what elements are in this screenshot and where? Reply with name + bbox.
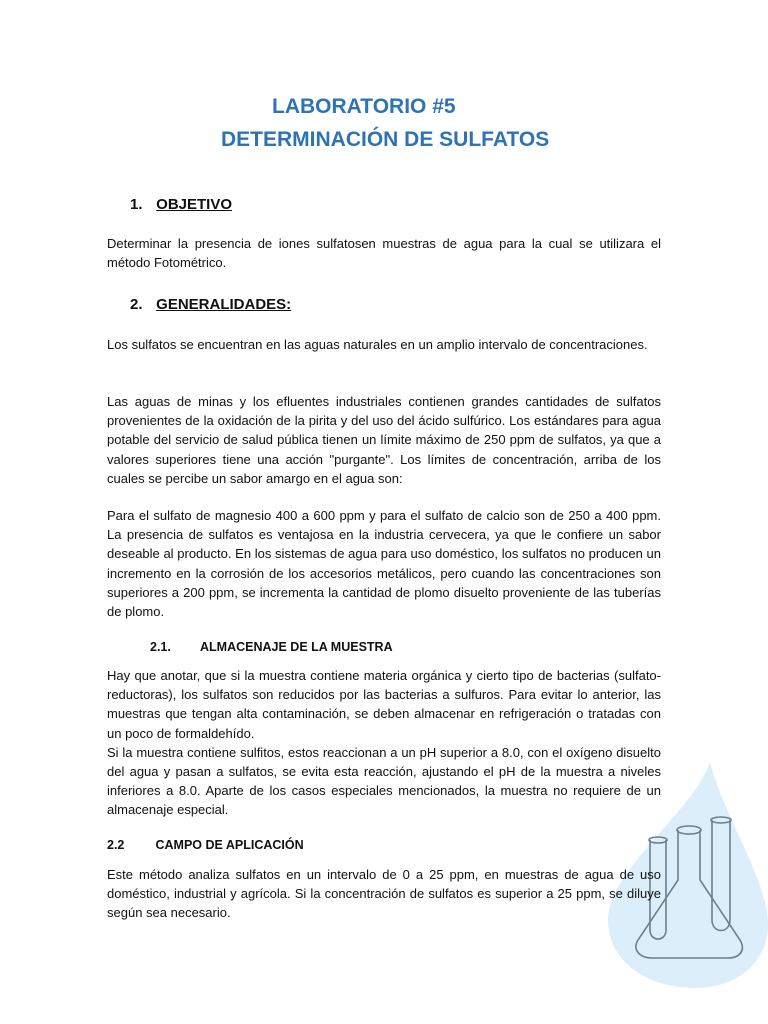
paragraph: Si la muestra contiene sulfitos, estos reaccionan a un pH superior a 8.0, con el oxígeno disuelto del agua y pasan a sulfatos, se evita esta reacción, ajustando el pH de la muestra a niveles inferiores a 8.0. Aparte de los casos especiales mencionados, la muestra no requiere de un almacenaje especial. bbox=[107, 744, 661, 818]
generalidades-paragraph-1 bbox=[107, 335, 661, 354]
section-heading-objetivo bbox=[130, 196, 232, 213]
document-title-line1: LABORATORIO #5 bbox=[272, 95, 456, 118]
paragraph: Hay que anotar, que si la muestra contiene materia orgánica y cierto tipo de bacterias (sulfato-reductoras), los sulfatos son reducidos por las bacterias a sulfuros. Para evitar lo anterior, las muestras que tengan alta contaminación, se deben almacenar en refrigeración o tratadas con un poco de formaldehído. bbox=[107, 668, 661, 741]
document-title-line2: DETERMINACIÓN DE SULFATOS bbox=[221, 128, 550, 151]
campo-text bbox=[107, 865, 661, 923]
subsection-title: CAMPO DE APLICACIÓN bbox=[155, 838, 304, 852]
section-title: GENERALIDADES: bbox=[156, 296, 292, 313]
section-title: OBJETIVO bbox=[156, 196, 233, 213]
section-number: 1. bbox=[130, 196, 143, 213]
paragraph: Determinar la presencia de iones sulfatosen muestras de agua para la cual se utilizara el método Fotométrico. bbox=[107, 236, 661, 271]
almacenaje-text bbox=[107, 666, 661, 820]
subsection-title: ALMACENAJE DE LA MUESTRA bbox=[200, 640, 393, 654]
subsection-number: 2.1. bbox=[150, 640, 171, 654]
subsection-number: 2.2 bbox=[107, 838, 125, 852]
subsection-heading-campo bbox=[107, 838, 304, 852]
subsection-heading-almacenaje bbox=[150, 640, 393, 654]
section-heading-generalidades bbox=[130, 296, 291, 313]
generalidades-paragraph-2 bbox=[107, 392, 661, 488]
paragraph: Las aguas de minas y los efluentes industriales contienen grandes cantidades de sulfatos provenientes de la oxidación de la pirita y del uso del ácido sulfúrico. Los estándares para agua potable del servicio de salud pública tienen un límite máximo de 250 ppm de sulfatos, ya que a valores superiores tiene una acción "purgante". Los límites de concentración, arriba de los cuales se percibe un sabor amargo en el agua son: bbox=[107, 394, 661, 486]
objetivo-text bbox=[107, 234, 661, 272]
paragraph: Los sulfatos se encuentran en las aguas naturales en un amplio intervalo de concentraciones. bbox=[107, 337, 648, 352]
section-number: 2. bbox=[130, 296, 143, 313]
generalidades-paragraph-3 bbox=[107, 506, 661, 621]
paragraph: Para el sulfato de magnesio 400 a 600 ppm y para el sulfato de calcio son de 250 a 400 ppm. La presencia de sulfatos es ventajosa en la industria cervecera, ya que le confiere un sabor deseable al producto. En los sistemas de agua para uso doméstico, los sulfatos no producen un incremento en la corrosión de los accesorios metálicos, pero cuando las concentraciones son superiores a 200 ppm, se incrementa la cantidad de plomo disuelto proveniente de las tuberías de plomo. bbox=[107, 508, 661, 620]
paragraph: Este método analiza sulfatos en un intervalo de 0 a 25 ppm, en muestras de agua de uso doméstico, industrial y agrícola. Si la concentración de sulfatos es superior a 25 ppm, se diluye según sea necesario. bbox=[107, 867, 661, 921]
